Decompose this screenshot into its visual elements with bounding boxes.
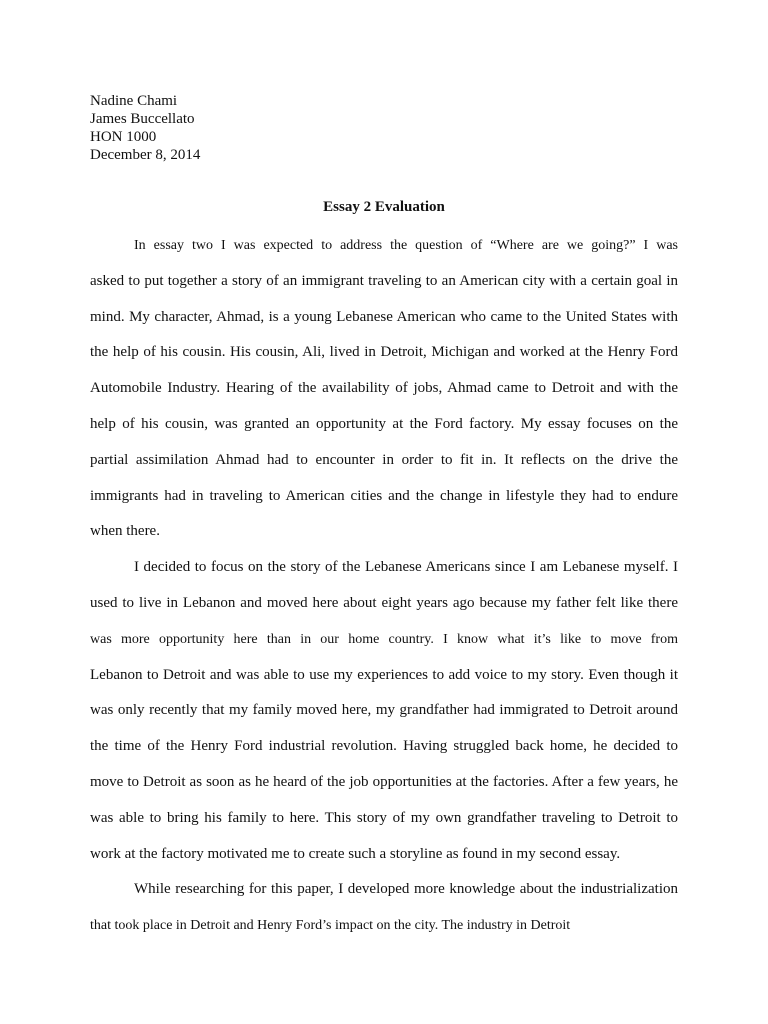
paragraph-1-line: Automobile Industry. Hearing of the availability of jobs, Ahmad came to Detroit and with the <box>90 380 678 397</box>
paragraph-2-line: I decided to focus on the story of the Lebanese Americans since I am Lebanese myself. I <box>134 559 678 576</box>
paragraph-1-line: partial assimilation Ahmad had to encounter in order to fit in. It reflects on the drive the <box>90 451 678 468</box>
header-block <box>90 92 690 164</box>
author-name: Nadine Chami <box>90 93 178 109</box>
paragraph-2-line: used to live in Lebanon and moved here about eight years ago because my father felt like there <box>90 594 678 611</box>
paragraph-2-line: was only recently that my family moved here, my grandfather had immigrated to Detroit around <box>90 702 678 719</box>
essay-title: Essay 2 Evaluation <box>323 199 445 215</box>
paragraph-2-line: the time of the Henry Ford industrial revolution. Having struggled back home, he decided to <box>90 738 678 755</box>
course-code: HON 1000 <box>90 129 157 145</box>
paragraph-2-line: move to Detroit as soon as he heard of the job opportunities at the factories. After a few years, he <box>90 773 678 790</box>
paragraph-1-line: In essay two I was expected to address the question of “Where are we going?” I was <box>134 238 678 253</box>
paragraph-1-line: immigrants had in traveling to American cities and the change in lifestyle they had to endure <box>90 487 678 504</box>
paragraph-2-line: was able to bring his family to here. This story of my own grandfather traveling to Detroit to <box>90 809 678 826</box>
paragraph-3-line: While researching for this paper, I developed more knowledge about the industrialization <box>134 881 678 898</box>
paragraph-1-line: the help of his cousin. His cousin, Ali, lived in Detroit, Michigan and worked at the Henry Ford <box>90 344 678 361</box>
paragraph-2-line: work at the factory motivated me to create such a storyline as found in my second essay. <box>90 845 621 862</box>
essay-body <box>90 228 678 944</box>
paragraph-1-line: asked to put together a story of an immigrant traveling to an American city with a certain goal in <box>90 272 678 289</box>
instructor-name: James Buccellato <box>90 111 195 127</box>
paragraph-1-line: help of his cousin, was granted an opportunity at the Ford factory. My essay focuses on the <box>90 415 678 432</box>
paragraph-1-line: when there. <box>90 523 160 540</box>
paragraph-2-line: was more opportunity here than in our home country. I know what it’s like to move from <box>90 631 678 647</box>
paragraph-3-line: that took place in Detroit and Henry Ford’s impact on the city. The industry in Detroit <box>90 918 571 934</box>
date: December 8, 2014 <box>90 147 201 163</box>
paragraph-2-line: Lebanon to Detroit and was able to use my experiences to add voice to my story. Even though it <box>90 666 678 683</box>
paragraph-1-line: mind. My character, Ahmad, is a young Lebanese American who came to the United States with <box>90 308 678 325</box>
